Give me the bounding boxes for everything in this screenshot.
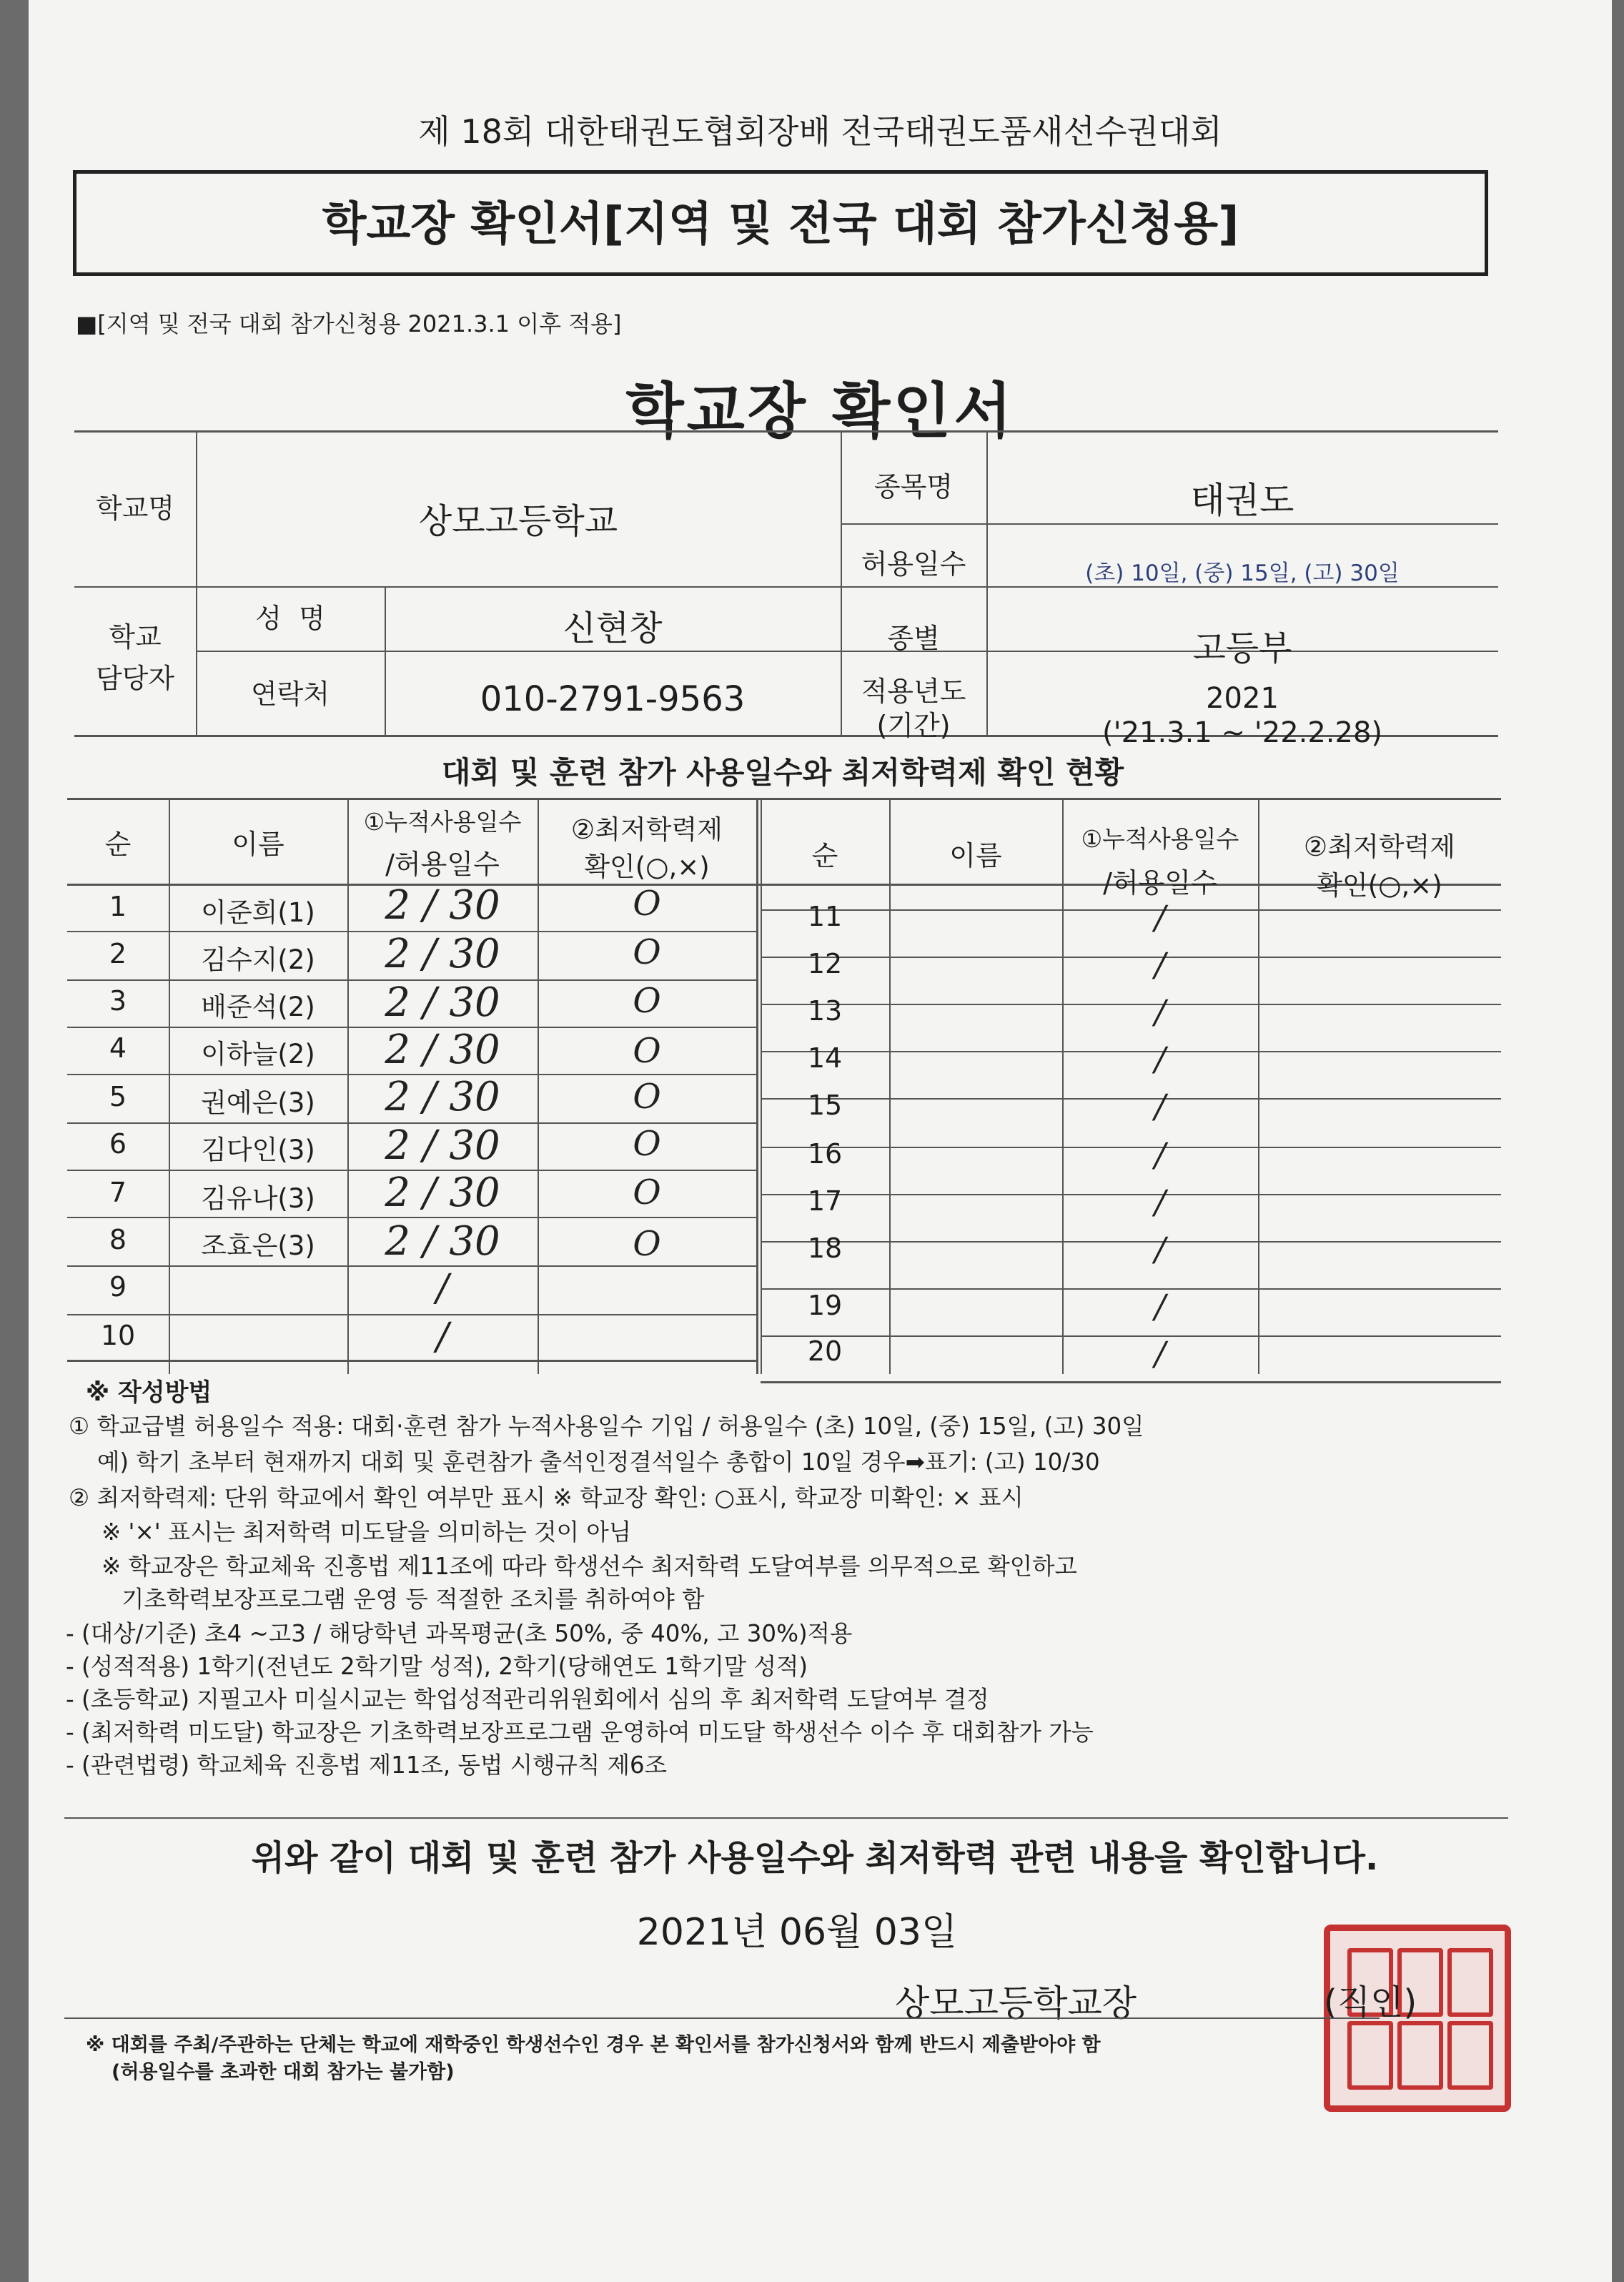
info-line (841, 523, 1498, 525)
col-header-days-sub-right: /허용일수 (1103, 867, 1217, 899)
student-name: 이하늘(2) (201, 1039, 315, 1070)
days-used: 2 / 30 (385, 882, 500, 929)
method-line: ※ '×' 표시는 최저학력 미도달을 의미하는 것이 아님 (102, 1518, 632, 1546)
row-number: 11 (807, 901, 843, 932)
check-mark: O (633, 981, 661, 1021)
method-line: ① 학교급별 허용일수 적용: 대회·훈련 참가 누적사용일수 기입 / 허용일수 (초) 10일, (중) 15일, (고) 30일 (69, 1413, 1144, 1440)
row-number: 1 (109, 891, 127, 922)
division-label: 종별 (887, 623, 940, 654)
seal-glyph (1447, 2021, 1493, 2090)
status-title: 대회 및 훈련 참가 사용일수와 최저학력제 확인 현황 (441, 755, 1124, 790)
status-top-border (67, 798, 1501, 800)
method-line: - (초등학교) 지필고사 미실시교는 학업성적관리위원회에서 심의 후 최저학력 도달여부 결정 (66, 1686, 989, 1713)
check-mark: O (633, 1031, 661, 1071)
student-name: 이준희(1) (201, 897, 315, 928)
event-value: 태권도 (1190, 480, 1294, 521)
row-number: 5 (109, 1081, 127, 1112)
row-number: 20 (807, 1335, 843, 1367)
days-used: / (1154, 1135, 1166, 1174)
boxed-title: 학교장 확인서[지역 및 전국 대회 참가신청용] (322, 198, 1239, 251)
col-header-days: ①누적사용일수 (363, 808, 522, 836)
days-used: 2 / 30 (385, 979, 500, 1026)
col-header-name: 이름 (232, 829, 284, 860)
days-used: / (1154, 1182, 1166, 1221)
days-used: 2 / 30 (385, 1218, 500, 1265)
contact-value: 010-2791-9563 (480, 679, 746, 719)
check-mark: O (633, 1077, 661, 1117)
year-value-1: 2021 (1206, 682, 1279, 715)
col-header-days-right: ①누적사용일수 (1081, 825, 1239, 853)
year-label-2: (기간) (876, 710, 951, 741)
school-label: 학교명 (95, 493, 175, 524)
method-line: - (관련법령) 학교체육 진흥법 제11조, 동법 시행규칙 제6조 (66, 1752, 668, 1779)
col-header-check-sub: 확인(○,×) (584, 851, 710, 882)
school-value: 상모고등학교 (418, 501, 618, 541)
days-used: / (1154, 1287, 1166, 1325)
row-number: 17 (807, 1185, 843, 1217)
row-number: 4 (109, 1032, 127, 1064)
check-mark: O (633, 1124, 661, 1164)
days-used: 2 / 30 (385, 1122, 500, 1169)
row-number: 16 (807, 1138, 843, 1170)
allowed-days-label: 허용일수 (861, 548, 966, 580)
method-line: - (최저학력 미도달) 학교장은 기초학력보장프로그램 운영하여 미도달 학생선수 이수 후 대회참가 가능 (66, 1719, 1094, 1746)
method-line: - (성적적용) 1학기(전년도 2학기말 성적), 2학기(당해연도 1학기말 성적) (66, 1653, 808, 1680)
year-value-2: ('21.3.1 ~ '22.2.28) (1101, 716, 1383, 749)
footer-note: ※ 대회를 주최/주관하는 단체는 학교에 재학중인 학생선수인 경우 본 확인서를 참가신청서와 함께 반드시 제출받아야 함 (86, 2034, 1101, 2056)
manager-label-1: 학교 (109, 621, 162, 653)
days-used: 2 / 30 (385, 1027, 500, 1073)
col-header-name-right: 이름 (949, 840, 1002, 871)
seal-glyph (1447, 1948, 1493, 2017)
row-number: 14 (807, 1042, 843, 1074)
event-label: 종목명 (873, 471, 954, 503)
days-used: 2 / 30 (385, 1074, 500, 1120)
days-used: / (1154, 1039, 1166, 1078)
row-number: 6 (109, 1128, 127, 1160)
col-header-seq: 순 (104, 829, 132, 860)
method-heading: ※ 작성방법 (86, 1378, 212, 1407)
method-line: 예) 학기 초부터 현재까지 대회 및 훈련참가 출석인정결석일수 총합이 10일 경우➡표기: (고) 10/30 (97, 1448, 1100, 1476)
col-header-check: ②최저학력제 (571, 814, 723, 845)
manager-label-2: 담당자 (95, 663, 175, 694)
info-top-border (74, 430, 1498, 433)
row-line (67, 1360, 756, 1362)
days-used: / (1154, 992, 1166, 1031)
check-mark: O (633, 1224, 661, 1264)
days-used: / (1154, 1230, 1166, 1268)
center-divider (756, 798, 758, 1374)
row-number: 15 (807, 1090, 843, 1121)
days-used: / (1154, 898, 1166, 937)
check-mark: O (633, 884, 661, 924)
seal-label: (직인) (1324, 1982, 1417, 2022)
document-title: 학교장 확인서 (625, 376, 1015, 446)
name-label: 성 명 (255, 603, 325, 634)
footer-divider (64, 2017, 1380, 2019)
check-mark: O (633, 1172, 661, 1212)
row-number: 7 (109, 1177, 127, 1208)
col-header-check-right: ②최저학력제 (1304, 831, 1455, 862)
days-used: / (1154, 1087, 1166, 1125)
year-label-1: 적용년도 (861, 676, 966, 707)
application-note: ■[지역 및 전국 대회 참가신청용 2021.3.1 이후 적용] (76, 310, 622, 337)
days-used: / (1154, 1334, 1166, 1373)
row-number: 19 (807, 1290, 843, 1321)
seal-glyph (1397, 2021, 1443, 2090)
student-name: 조효은(3) (201, 1230, 315, 1261)
section-divider (64, 1817, 1508, 1819)
days-used: / (436, 1267, 449, 1310)
student-name: 김유나(3) (201, 1183, 315, 1214)
allowed-days-value: (초) 10일, (중) 15일, (고) 30일 (1085, 560, 1400, 586)
document-sheet (29, 0, 1612, 2282)
principal-signature: 상모고등학교장 (895, 1982, 1137, 2024)
method-line: - (대상/기준) 초4 ~고3 / 해당학년 과목평균(초 50%, 중 40%, 고 30%)적용 (66, 1620, 853, 1647)
contact-label: 연락처 (250, 678, 330, 710)
footer-note-sub: (허용일수를 초과한 대회 참가는 불가함) (112, 2061, 455, 2083)
row-number: 13 (807, 995, 843, 1027)
method-line: ※ 학교장은 학교체육 진흥법 제11조에 따라 학생선수 최저학력 도달여부를 의무적으로 확인하고 (102, 1553, 1077, 1580)
days-used: / (436, 1315, 449, 1358)
student-name: 김수지(2) (201, 944, 315, 975)
row-number: 10 (100, 1320, 136, 1351)
name-value: 신현창 (563, 608, 663, 648)
confirmation-statement: 위와 같이 대회 및 훈련 참가 사용일수와 최저학력 관련 내용을 확인합니다. (251, 1838, 1379, 1878)
row-number: 2 (109, 938, 127, 969)
student-name: 김다인(3) (201, 1135, 315, 1165)
event-title: 제 18회 대한태권도협회장배 전국태권도품새선수권대회 (418, 112, 1222, 151)
student-name: 권예은(3) (201, 1087, 315, 1118)
days-used: 2 / 30 (385, 931, 500, 977)
row-number: 18 (807, 1233, 843, 1264)
row-number: 8 (109, 1224, 127, 1255)
method-line: 기초학력보장프로그램 운영 등 적절한 조치를 취하여야 함 (122, 1586, 705, 1613)
row-line (761, 1381, 1501, 1383)
days-used: / (1154, 945, 1166, 984)
division-value: 고등부 (1192, 628, 1292, 668)
row-number: 3 (109, 985, 127, 1017)
days-used: 2 / 30 (385, 1170, 500, 1216)
seal-glyph (1347, 2021, 1393, 2090)
check-mark: O (633, 932, 661, 972)
row-number: 12 (807, 948, 843, 979)
confirmation-date: 2021년 06월 03일 (636, 1911, 958, 1954)
col-header-check-sub-right: 확인(○,×) (1317, 870, 1442, 901)
row-number: 9 (109, 1271, 127, 1303)
col-header-seq-right: 순 (811, 840, 838, 871)
student-name: 배준석(2) (201, 992, 315, 1022)
method-line: ② 최저학력제: 단위 학교에서 확인 여부만 표시 ※ 학교장 확인: ○표시, 학교장 미확인: × 표시 (69, 1484, 1024, 1511)
col-header-days-sub: /허용일수 (385, 849, 500, 880)
